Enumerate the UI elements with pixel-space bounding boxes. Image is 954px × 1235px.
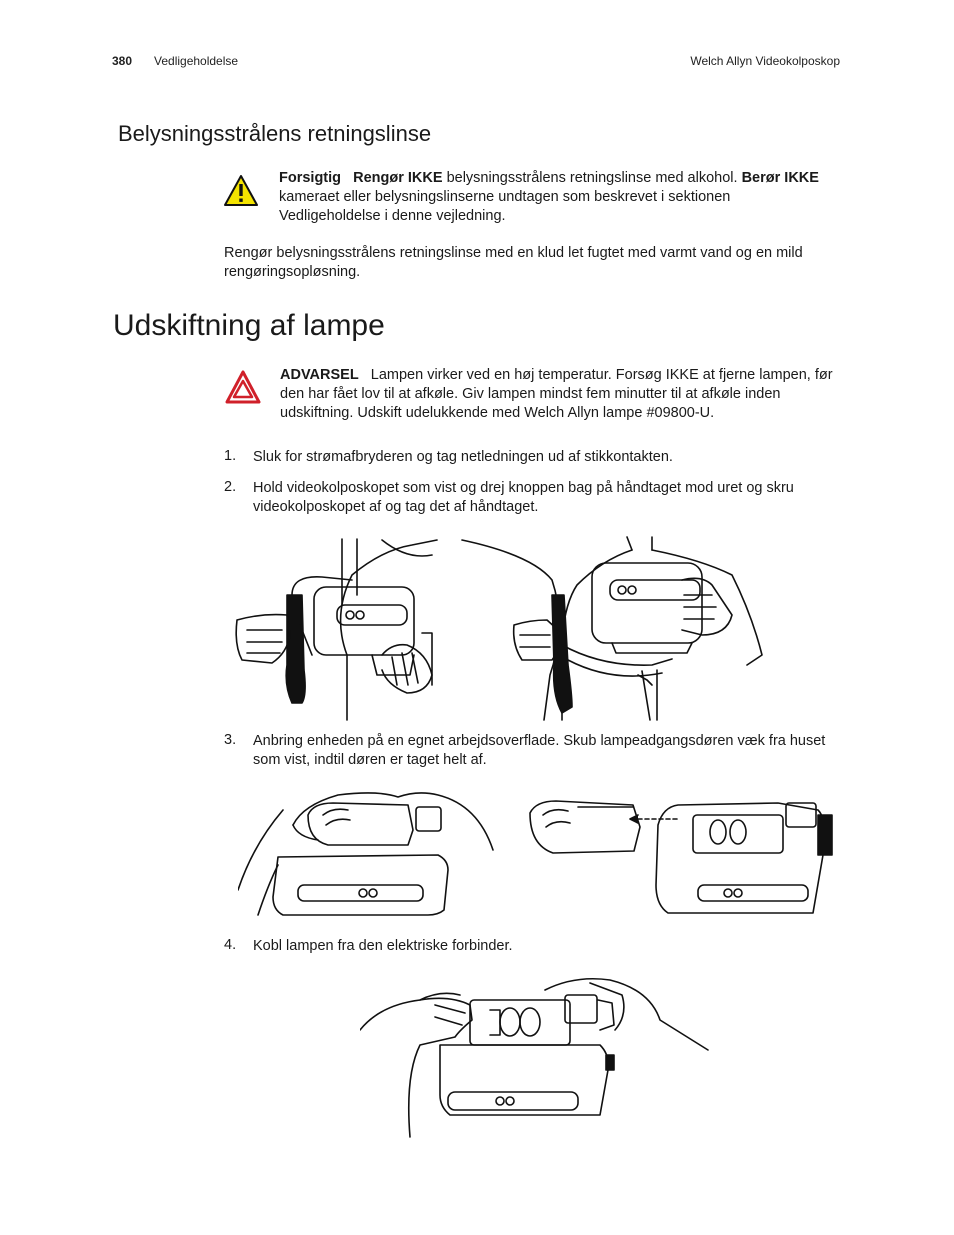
section-title-lamp: Udskiftning af lampe xyxy=(113,309,385,342)
step-2-number: 2. xyxy=(224,479,237,495)
step-1-text: Sluk for strømafbryderen og tag netledningen ud af stikkontakten. xyxy=(253,449,673,465)
warning-text: Lampen virker ved en høj temperatur. Forsøg IKKE at fjerne lampen, før den har fået lov til at afkøle. Giv lampen mindst fem minutter til at afkøle inden udskiftning. Udskift udelukkende med Welch Allyn lampe #09800-U. xyxy=(280,367,833,421)
warning-note xyxy=(280,366,840,423)
caution-bold-1: Rengør IKKE xyxy=(353,170,443,186)
step-3-text: Anbring enheden på en egnet arbejdsoverflade. Skub lampeadgangsdøren væk fra huset som vist, indtil døren er taget helt af. xyxy=(253,733,826,768)
caution-bold-2: Berør IKKE xyxy=(741,170,819,186)
caution-text-2: kameraet eller belysningslinserne undtagen som beskrevet i sektionen Vedligeholdelse i denne vejledning. xyxy=(279,189,731,224)
caution-text-1: belysningsstrålens retningslinse med alkohol. xyxy=(442,170,742,186)
warning-triangle-icon xyxy=(225,370,261,404)
step-4-number: 4. xyxy=(224,937,237,953)
running-section: Vedligeholdelse xyxy=(154,54,239,68)
figure-remove-lamp-door xyxy=(238,785,838,920)
caution-label: Forsigtig xyxy=(279,170,342,186)
step-3-number: 3. xyxy=(224,732,237,748)
lens-cleaning-paragraph: Rengør belysningsstrålens retningslinse med en klud let fugtet med varmt vand og en mild rengøringsopløsning. xyxy=(224,245,803,280)
figure-door-removed xyxy=(530,801,832,913)
warning-label: ADVARSEL xyxy=(280,367,359,383)
step-4-text: Kobl lampen fra den elektriske forbinder. xyxy=(253,938,513,954)
section-title-lens: Belysningsstrålens retningslinse xyxy=(118,121,432,146)
figure-hands-sliding-door xyxy=(238,793,493,915)
step-2-text: Hold videokolposkopet som vist og drej knoppen bag på håndtaget mod uret og skru videokolposkopet af og tag det af håndtaget. xyxy=(253,480,794,515)
figure-disconnect-lamp xyxy=(360,975,710,1140)
figure-left-person xyxy=(236,539,559,720)
figure-right-person xyxy=(514,537,762,720)
page-number: 380 xyxy=(112,54,133,68)
step-1-number: 1. xyxy=(224,448,237,464)
running-product: Welch Allyn Videokolposkop xyxy=(690,54,840,68)
caution-note xyxy=(279,169,824,226)
caution-triangle-icon xyxy=(223,174,259,207)
figure-unscrew-colposcope xyxy=(232,535,772,721)
